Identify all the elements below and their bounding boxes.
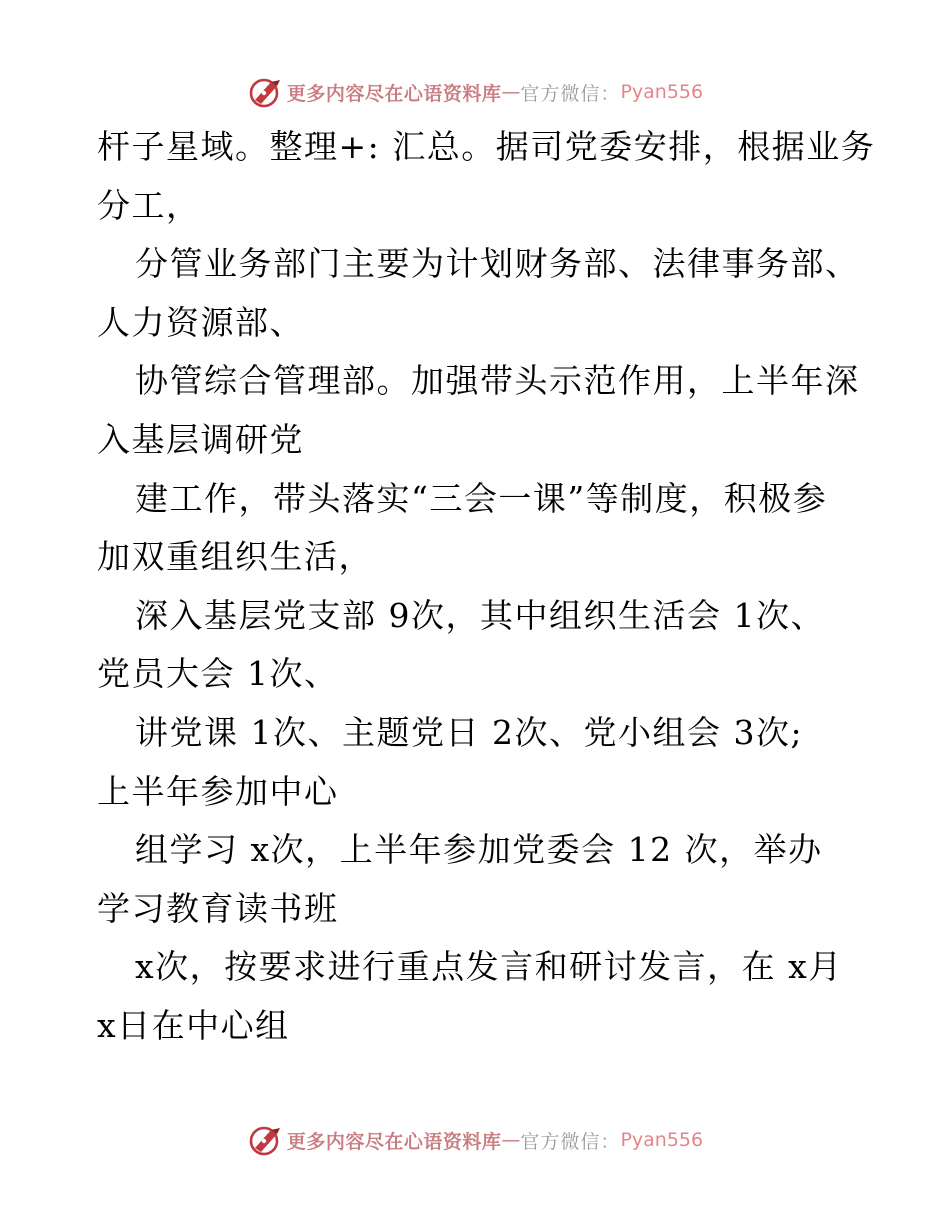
text-line: x次，按要求进行重点发言和研讨发言，在 x月 — [135, 947, 843, 987]
text-line: 分管业务部门主要为计划财务部、法律事务部、 — [135, 244, 860, 284]
text-line: 分工， — [97, 185, 201, 225]
watermark-wechat-label: 官方微信： — [520, 1130, 621, 1153]
text-line: 协管综合管理部。加强带头示范作用，上半年深 — [135, 361, 860, 401]
watermark-wechat-label: 官方微信： — [520, 82, 621, 105]
watermark-wechat-id: Pyan556 — [620, 1129, 704, 1151]
text-line: 深入基层党支部 9次，其中组织生活会 1次、 — [135, 595, 825, 635]
text-line: 组学习 x次，上半年参加党委会 12 次，举办 — [135, 830, 823, 870]
footer-watermark — [0, 1120, 950, 1160]
text-line: 人力资源部、 — [97, 302, 304, 342]
text-line: 学习教育读书班 — [97, 888, 339, 928]
document-body — [97, 118, 876, 1056]
text-line: 讲党课 1次、主题党日 2次、党小组会 3次; — [135, 712, 804, 752]
header-watermark — [0, 72, 950, 112]
text-line: x日在中心组 — [97, 1005, 290, 1045]
watermark-wechat-id: Pyan556 — [620, 81, 704, 103]
text-line: 加双重组织生活， — [97, 537, 373, 577]
text-line: 杆子星域。整理+: 汇总。据司党委安排，根据业务 — [97, 127, 876, 166]
watermark-main-text: 更多内容尽在心语资料库 — [286, 82, 502, 105]
watermark-dash: — — [501, 81, 521, 103]
text-line: 党员大会 1次、 — [97, 654, 339, 694]
red-pen-nib-icon — [247, 74, 283, 110]
text-line: 建工作，带头落实“三会一课”等制度，积极参 — [135, 478, 828, 518]
watermark-dash: — — [501, 1129, 521, 1151]
watermark-main-text: 更多内容尽在心语资料库 — [286, 1130, 502, 1153]
text-line: 上半年参加中心 — [97, 771, 339, 811]
red-pen-nib-icon — [247, 1122, 283, 1158]
text-line: 入基层调研党 — [97, 419, 304, 459]
